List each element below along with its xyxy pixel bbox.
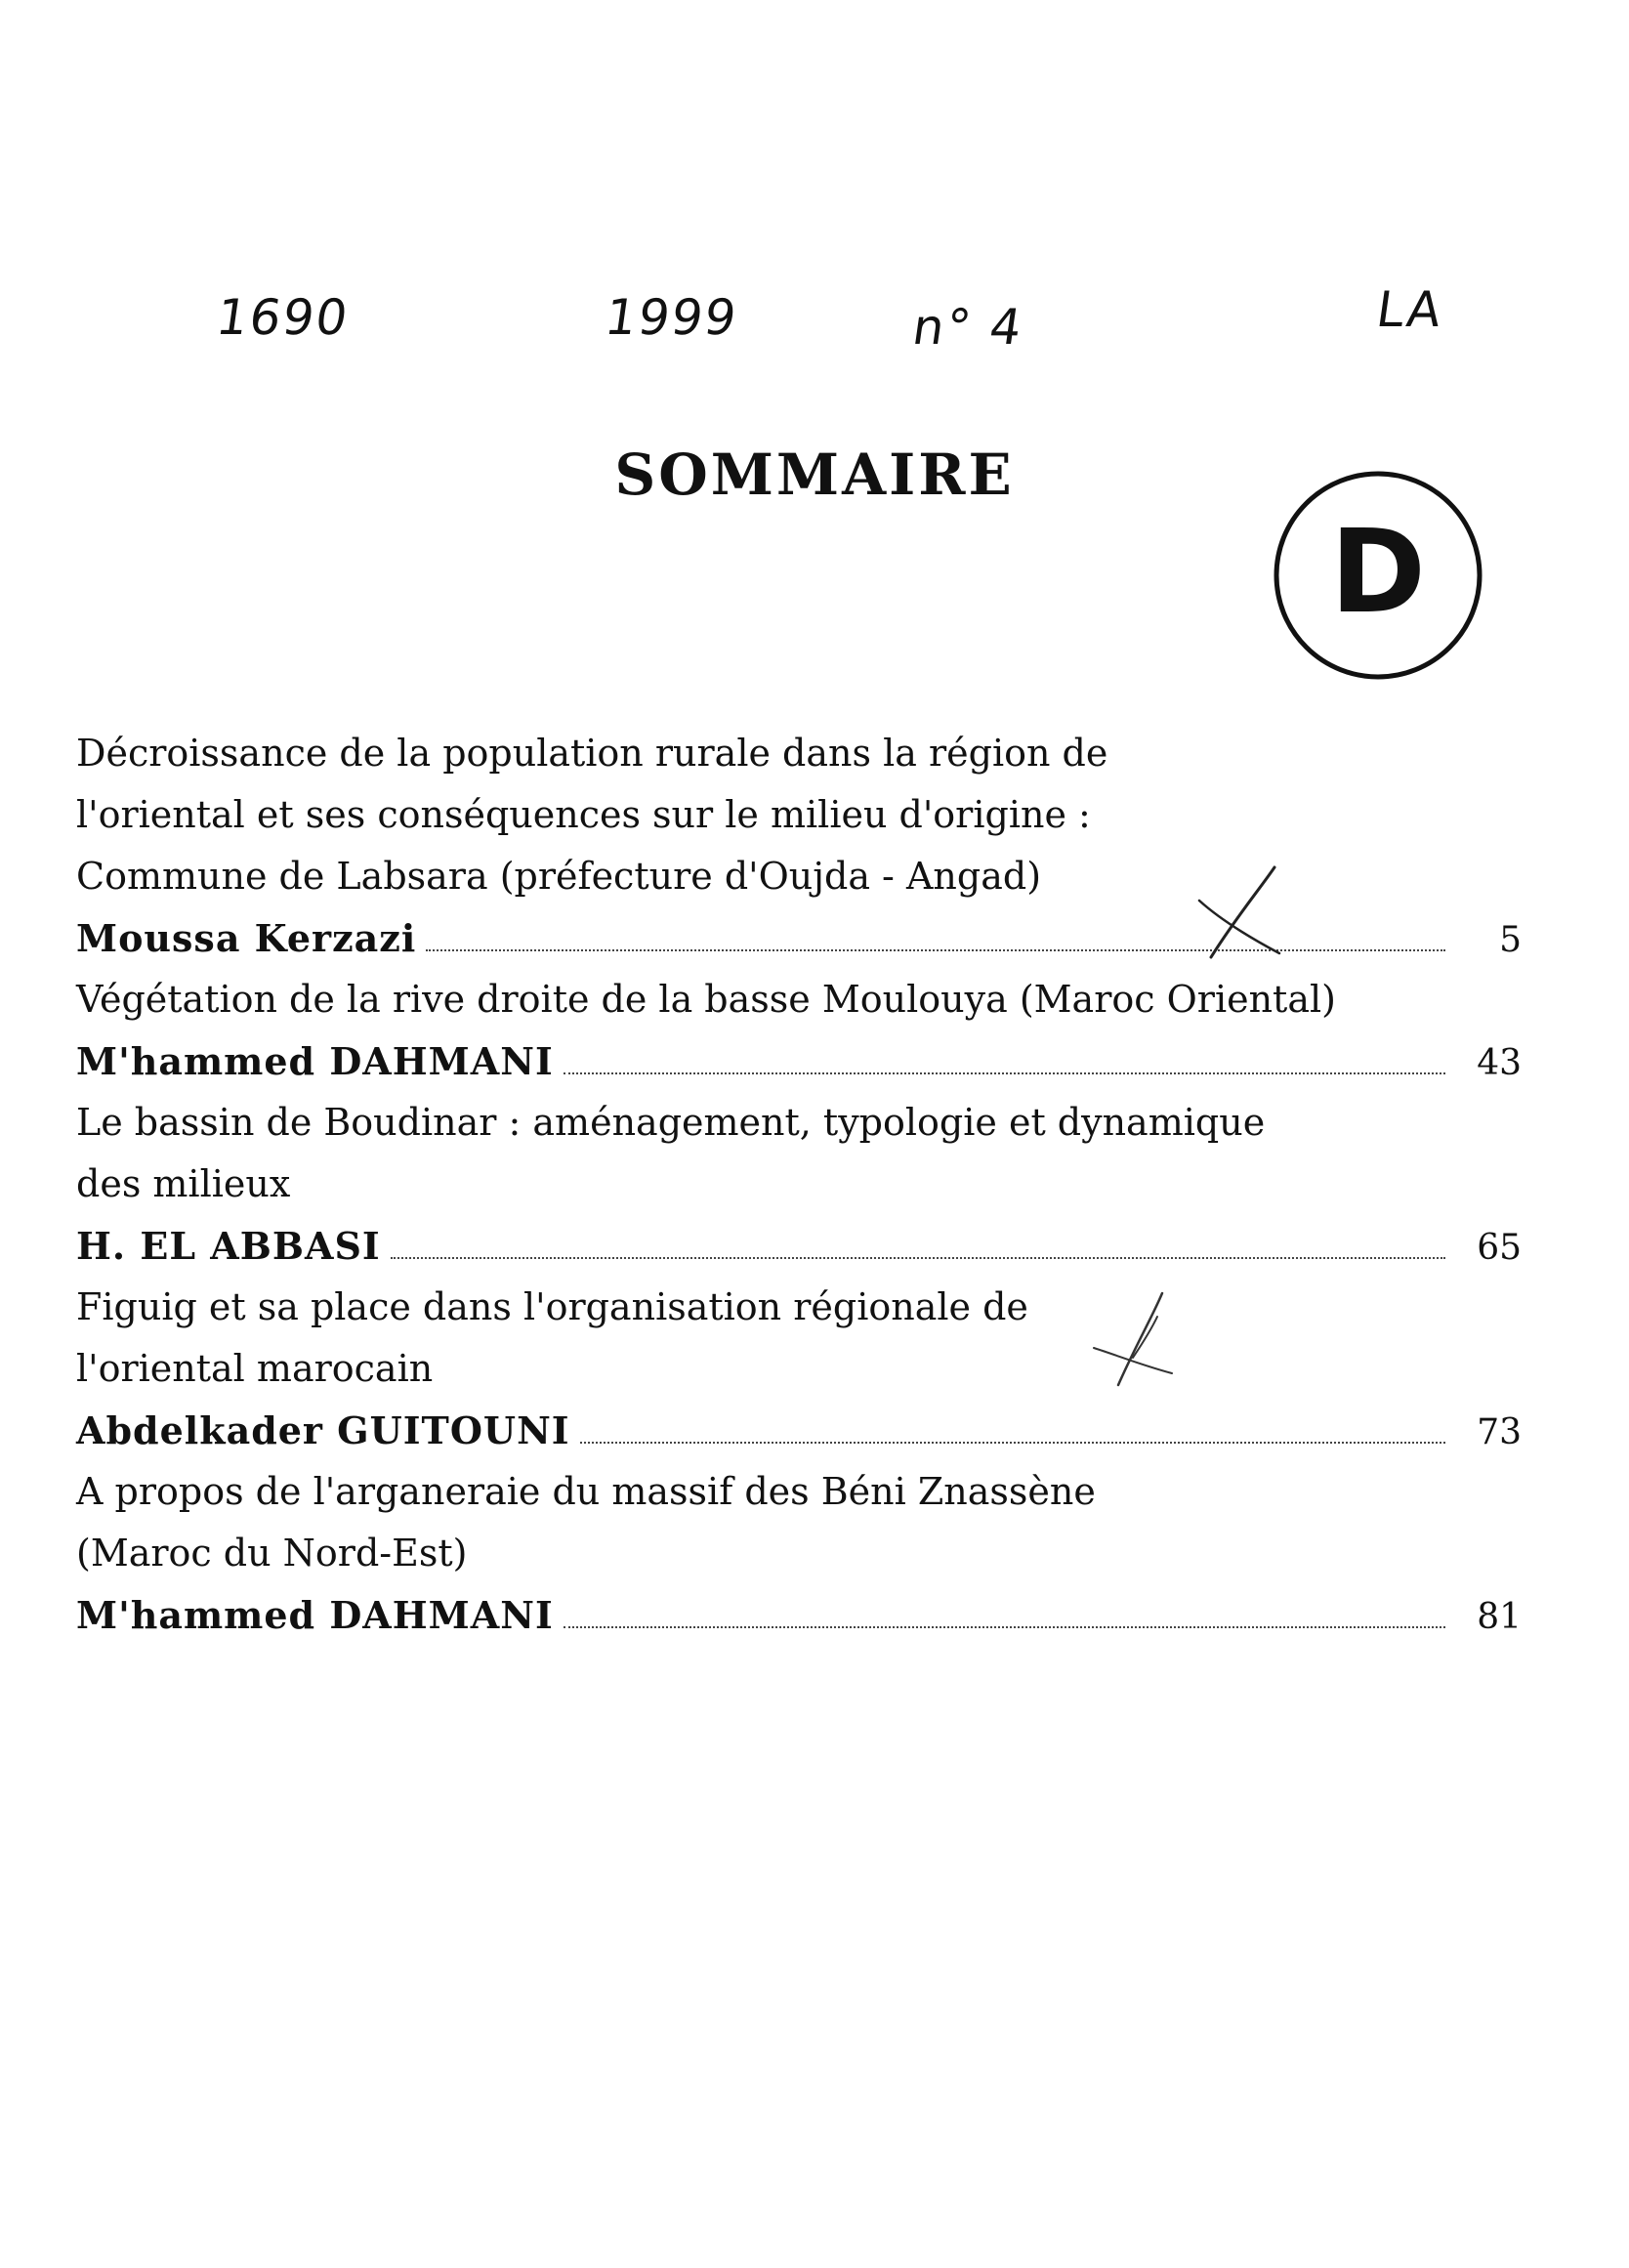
entry-author-row	[76, 1215, 1522, 1277]
entry-title-line: Commune de Labsara (préfecture d'Oujda - Angad)	[76, 855, 1042, 898]
handwritten-issue: n° 4	[908, 299, 1027, 356]
handwritten-year: 1999	[601, 289, 742, 346]
entry-page-number: 43	[1477, 1043, 1522, 1083]
toc-entry	[76, 969, 1522, 1092]
entry-page-number: 73	[1477, 1412, 1522, 1452]
table-of-contents	[76, 723, 1522, 1646]
entry-title-line: Végétation de la rive droite de la basse Moulouya (Maroc Oriental)	[76, 978, 1336, 1021]
entry-author: Abdelkader GUITOUNI	[76, 1408, 570, 1452]
toc-entry	[76, 1092, 1522, 1277]
entry-author: Moussa Kerzazi	[76, 916, 417, 960]
handwritten-check-mark	[1182, 860, 1289, 967]
toc-entry	[76, 723, 1522, 969]
entry-title-line: des milieux	[76, 1162, 291, 1205]
entry-page-number: 81	[1477, 1597, 1522, 1637]
entry-author: M'hammed DAHMANI	[76, 1593, 554, 1637]
entry-title-line: l'oriental marocain	[76, 1347, 434, 1390]
page-title: SOMMAIRE	[614, 441, 1015, 508]
entry-title-line: Le bassin de Boudinar : aménagement, typologie et dynamique	[76, 1101, 1266, 1144]
entry-page-number: 5	[1499, 920, 1522, 960]
dot-leader	[426, 948, 1445, 951]
dot-leader	[580, 1441, 1445, 1444]
dot-leader	[391, 1256, 1445, 1259]
toc-entry	[76, 1461, 1522, 1646]
entry-author-row	[76, 1030, 1522, 1092]
handwritten-ref-number: 1690	[212, 289, 354, 346]
entry-title-line: Décroissance de la population rurale dans la région de	[76, 732, 1108, 775]
entry-author: H. EL ABBASI	[76, 1224, 381, 1268]
dot-leader	[564, 1625, 1445, 1628]
toc-entry	[76, 1277, 1522, 1461]
handwritten-check-mark	[1084, 1287, 1182, 1395]
entry-author-row	[76, 1584, 1522, 1646]
entry-title-line: (Maroc du Nord-Est)	[76, 1532, 468, 1575]
entry-author-row	[76, 1400, 1522, 1461]
entry-page-number: 65	[1477, 1228, 1522, 1268]
entry-author-row	[76, 907, 1522, 969]
handwritten-code: LA	[1372, 281, 1447, 338]
circled-d-stamp	[1270, 467, 1486, 684]
entry-title-line: l'oriental et ses conséquences sur le milieu d'origine :	[76, 793, 1091, 836]
dot-leader	[564, 1071, 1445, 1074]
entry-author: M'hammed DAHMANI	[76, 1039, 554, 1083]
stamp-letter: D	[1330, 504, 1426, 639]
entry-title-line: Figuig et sa place dans l'organisation régionale de	[76, 1285, 1028, 1328]
entry-title-line: A propos de l'arganeraie du massif des Béni Znassène	[76, 1470, 1096, 1513]
